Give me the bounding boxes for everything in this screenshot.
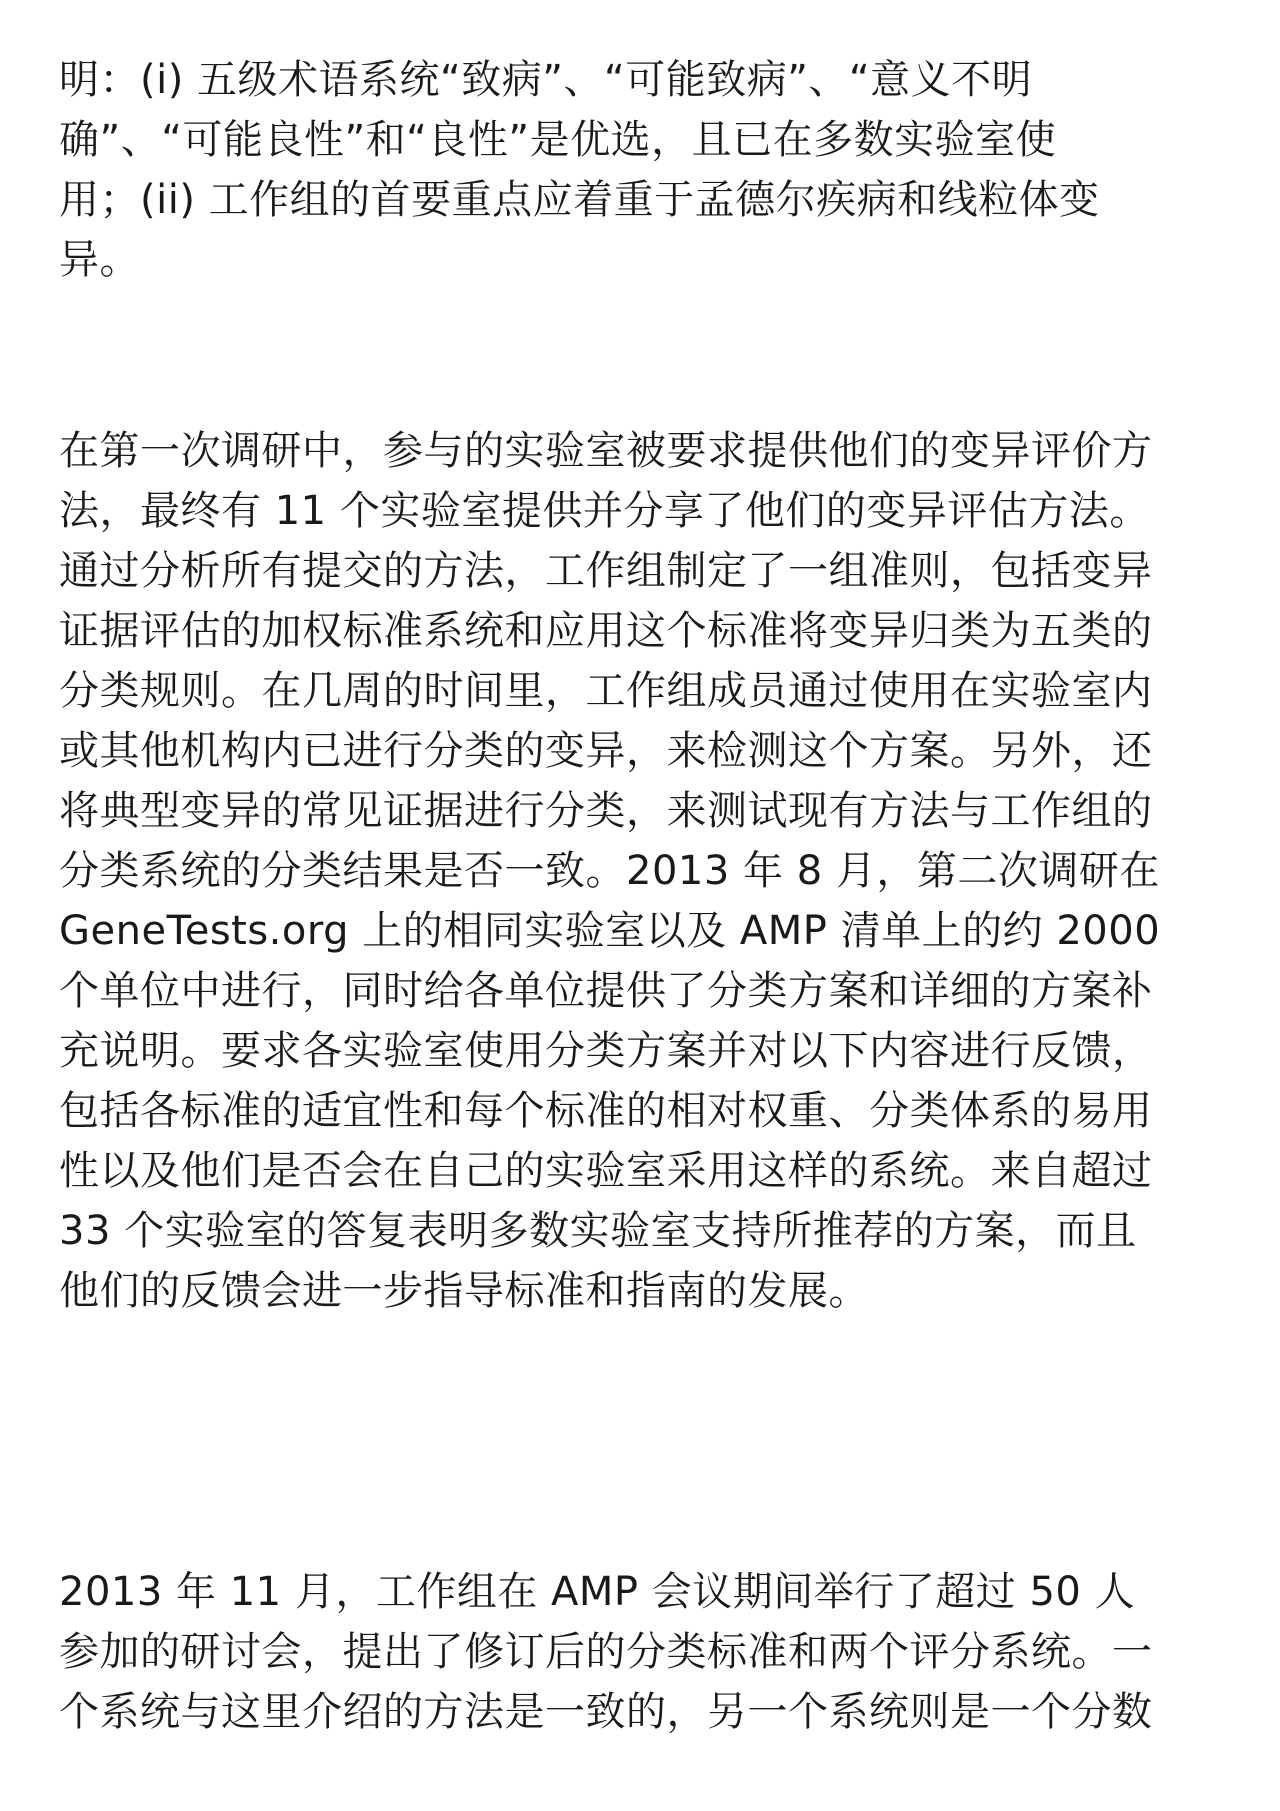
text-line: 分类系统的分类结果是否一致。2013 年 8 月，第二次调研在 — [59, 848, 1160, 894]
text-line: 33 个实验室的答复表明多数实验室支持所推荐的方案，而且 — [59, 1208, 1137, 1254]
text-line: 确”、“可能良性”和“良性”是优选，且已在多数实验室使 — [59, 117, 1057, 163]
text-line: 在第一次调研中，参与的实验室被要求提供他们的变异评价方 — [59, 428, 1153, 474]
text-line: 个单位中进行，同时给各单位提供了分类方案和详细的方案补 — [59, 968, 1153, 1014]
paragraph-terminology — [59, 50, 1100, 290]
text-line: 分类规则。在几周的时间里，工作组成员通过使用在实验室内 — [59, 668, 1153, 714]
text-line: 个系统与这里介绍的方法是一致的，另一个系统则是一个分数 — [59, 1689, 1153, 1735]
text-line: 或其他机构内已进行分类的变异，来检测这个方案。另外，还 — [59, 728, 1153, 774]
text-line: 异。 — [59, 237, 140, 283]
text-line: 充说明。要求各实验室使用分类方案并对以下内容进行反馈， — [59, 1028, 1153, 1074]
text-line: 他们的反馈会进一步指导标准和指南的发展。 — [59, 1268, 869, 1314]
text-line: 用；(ii) 工作组的首要重点应着重于孟德尔疾病和线粒体变 — [59, 177, 1100, 223]
text-line: 参加的研讨会，提出了修订后的分类标准和两个评分系统。一 — [59, 1629, 1153, 1675]
text-line: 2013 年 11 月，工作组在 AMP 会议期间举行了超过 50 人 — [59, 1569, 1136, 1615]
text-line: 证据评估的加权标准系统和应用这个标准将变异归类为五类的 — [59, 608, 1153, 654]
text-line: 明：(i) 五级术语系统“致病”、“可能致病”、“意义不明 — [59, 57, 1033, 103]
text-line: 通过分析所有提交的方法，工作组制定了一组准则，包括变异 — [59, 548, 1153, 594]
paragraph-workshop — [59, 1562, 1153, 1742]
text-line: 法，最终有 11 个实验室提供并分享了他们的变异评估方法。 — [59, 488, 1150, 534]
text-line: 将典型变异的常见证据进行分类，来测试现有方法与工作组的 — [59, 788, 1153, 834]
paragraph-survey — [59, 421, 1160, 1321]
text-line: 包括各标准的适宜性和每个标准的相对权重、分类体系的易用 — [59, 1088, 1153, 1134]
text-line: 性以及他们是否会在自己的实验室采用这样的系统。来自超过 — [59, 1148, 1153, 1194]
text-line: GeneTests.org 上的相同实验室以及 AMP 清单上的约 2000 — [59, 908, 1161, 954]
